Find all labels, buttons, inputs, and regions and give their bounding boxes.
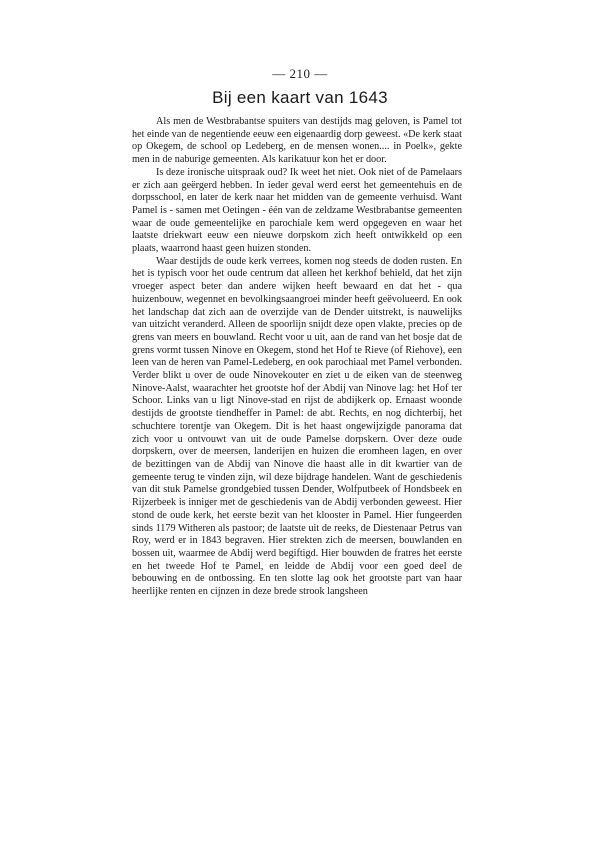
paragraph: Als men de Westbrabantse spuiters van destijds mag geloven, is Pamel tot het einde van de negentiende eeuw een eigenaardig dorp geweest. «De kerk staat op Okegem, de school op Ledeberg, en de mensen wonen.... in Poelk», gekte men in de naburige gemeenten. Als karikatuur kon het er door. [132, 116, 462, 166]
paragraph: Is deze ironische uitspraak oud? Ik weet het niet. Ook niet of de Pamelaars er zich aan geërgerd hebben. In ieder geval werd eerst het gemeentehuis en de dorpsschool, en later de kerk naar het midden van de gemeente verhuisd. Want Pamel is - samen met Oetingen - één van de zeldzame Westbrabantse gemeenten waar de oude gemeentelijke en parochiale kem werd opgegeven en waar het laatste driekwart eeuw een nieuwe dorpskom zich heeft ontwikkeld op een plaats, waarrond haast geen huizen stonden. [132, 166, 462, 255]
paragraph: Waar destijds de oude kerk verrees, komen nog steeds de doden rusten. En het is typisch voor het oude centrum dat alleen het kerkhof behield, dat het zijn vroeger aspect beter dan andere wijken heeft bewaard en dat het - qua huizenbouw, wegennet en bevolkingsaangroei minder heeft geëvolueerd. En ook het landschap dat zich aan de overzijde van de Dender uitstrekt, is nauwelijks van uitzicht veranderd. Alleen de spoorlijn snijdt deze open vlakte, precies op de grens van meers en bouwland. Recht voor u uit, aan de rand van het bosje dat de grens vormt tussen Ninove en Okegem, stond het Hof te Rieve (of Riehove), een leen van de heren van Pamel-Ledeberg, en ook parochiaal met Pamel verbonden. Verder blikt u over de oude Ninovekouter en ziet u de eiken van de steenweg Ninove-Aalst, waarachter het grootste hof der Abdij van Ninove lag: het Hof ter Schoor. Links van u ligt Ninove-stad en rijst de abdijkerk op. Ernaast woonde destijds de grootste tiendheffer in Pamel: de abt. Rechts, en nog dichterbij, het schuchtere torentje van Okegem. Dit is het haast ongewijzigde panorama dat zich voor u ontvouwt van uit de oude Pamelse dorpskern. Over deze oude dorpskern, over de meersen, landerijen en huizen die eromheen lagen, en over de bezittingen van de Abdij van Ninove die haast alle in dit kwartier van de gemeente terug te vinden zijn, wil deze bijdrage handelen. Want de geschiedenis van dit stuk Pamelse grondgebied tussen Dender, Wolfputbeek of Hondsbeek en Rijzerbeek is inniger met de geschiedenis van de Abdij verbonden geweest. Hier stond de oude kerk, het eerste bezit van het klooster in Pamel. Hier fungeerden sinds 1179 Witheren als pastoor; de laatste uit de reeks, de Diestenaar Petrus van Roy, werd er in 1843 begraven. Hier strekten zich de meersen, bouwlanden en bossen uit, waarmee de Abdij werd begiftigd. Hier bouwden de fratres het eerste en het tweede Hof te Pamel, en leidde de Abdij voor een goed deel de bebouwing en de ontbossing. En ten slotte lag ook het grootste part van haar heerlijke renten en cijnzen in deze brede strook langsheen [132, 255, 462, 598]
article-body [132, 116, 462, 599]
article-title: Bij een kaart van 1643 [212, 88, 388, 107]
page-number: — 210 — [272, 66, 328, 81]
